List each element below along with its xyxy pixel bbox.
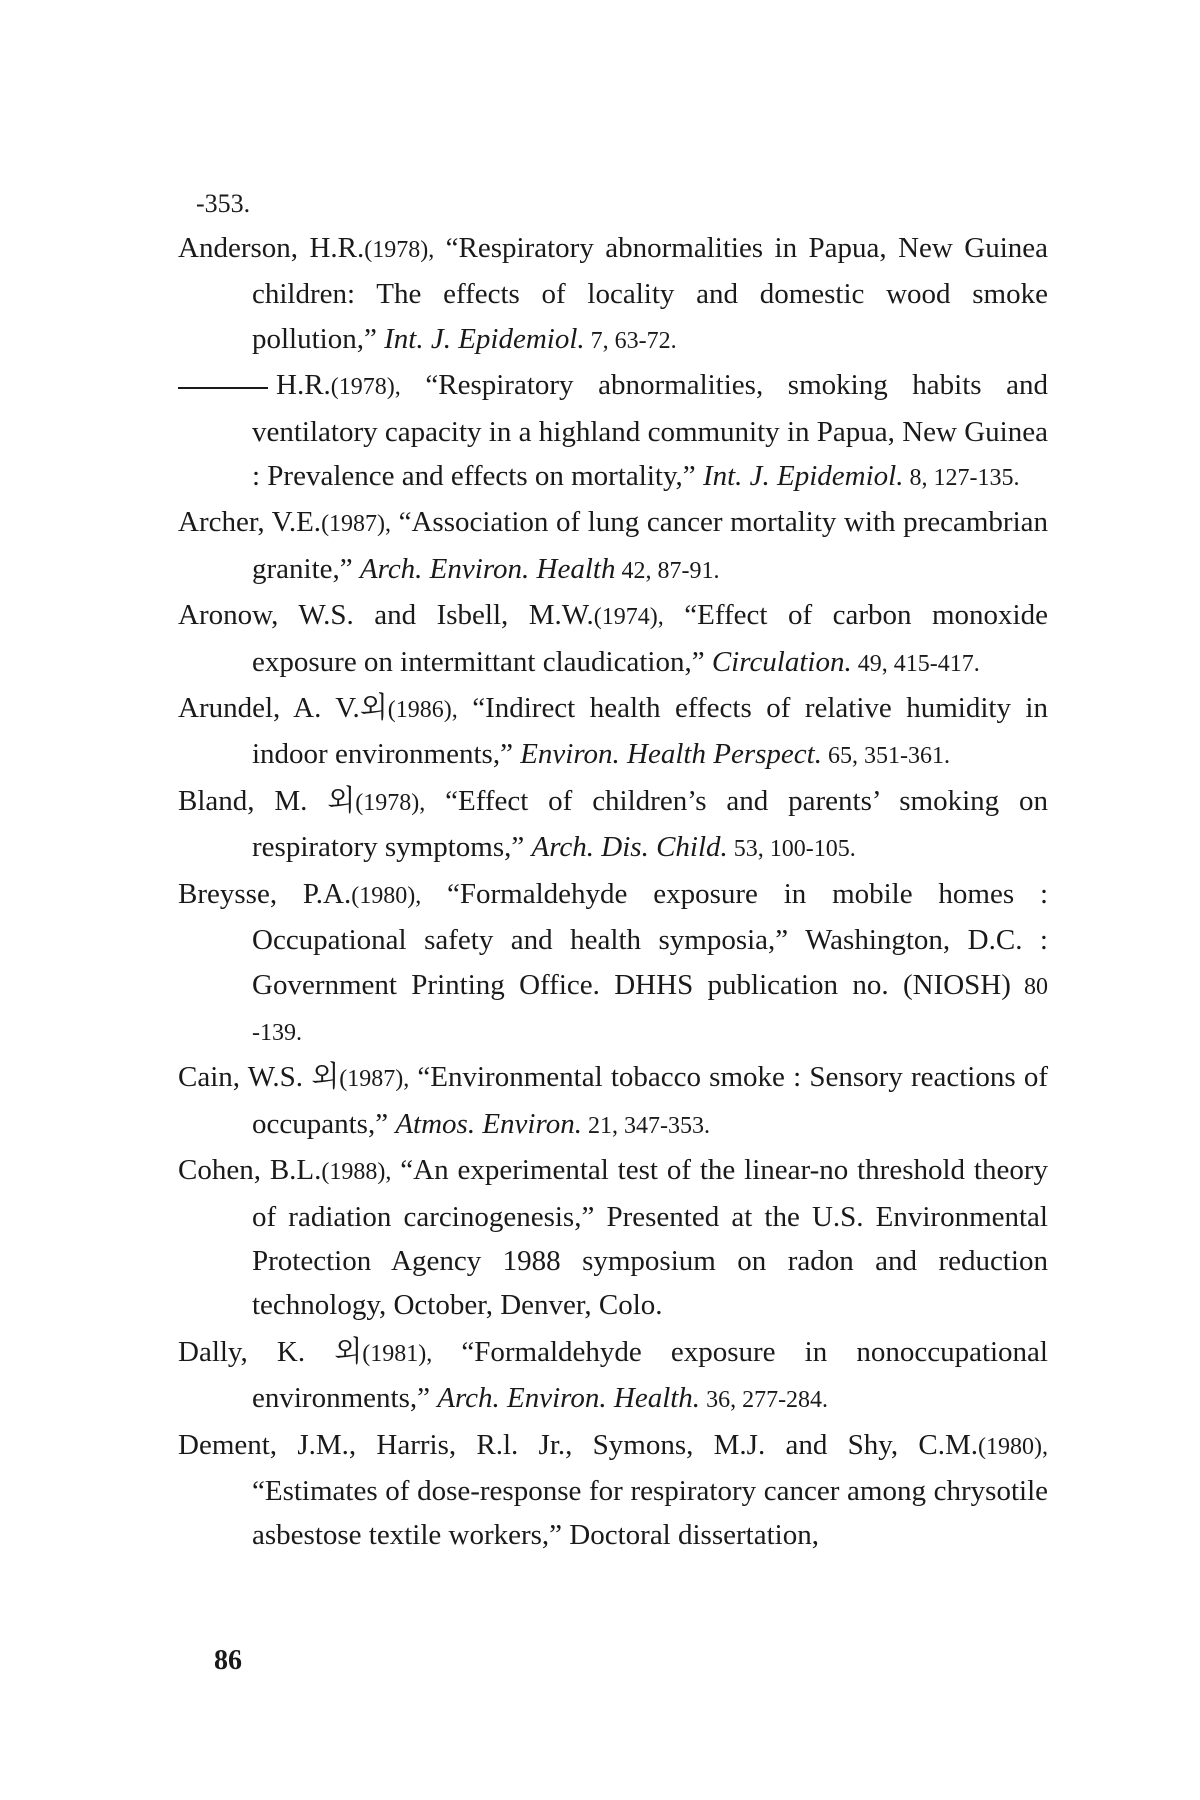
reference-entry bbox=[178, 363, 1048, 500]
reference-pages: 7, 63-72. bbox=[584, 327, 677, 354]
reference-authors: Dement, J.M., Harris, R.l. Jr., Symons, M.J. and Shy, C.M. bbox=[178, 1428, 979, 1461]
reference-title: “Association of lung cancer mortality with precambrian granite,” bbox=[252, 506, 1048, 585]
reference-journal: Circulation. bbox=[711, 645, 852, 678]
reference-year: (1988), bbox=[321, 1159, 392, 1186]
reference-authors: Archer, V.E. bbox=[178, 506, 322, 539]
reference-title: “Effect of carbon monoxide exposure on intermittant claudication,” bbox=[252, 599, 1048, 678]
reference-year: (1978), bbox=[364, 237, 435, 263]
reference-year: (1978), bbox=[330, 374, 401, 401]
reference-title: “Effect of children’s and parents’ smoking on respiratory symptoms,” bbox=[252, 784, 1048, 864]
reference-journal: Arch. Environ. Health bbox=[359, 552, 616, 585]
reference-title: “An experimental test of the linear-no threshold theory of radiation carcinogenesis,” Presented at the U.S. Environmental Protection Agency 1988 symposium on radon and reduction technology, October, Denver, Colo. bbox=[252, 1154, 1048, 1322]
reference-title: “Estimates of dose-response for respiratory cancer among chrysotile asbestose textile workers,” Doctoral dissertation, bbox=[252, 1474, 1048, 1552]
reference-entry bbox=[178, 1423, 1048, 1560]
reference-entry bbox=[178, 779, 1048, 872]
reference-pages: 80 -139. bbox=[252, 973, 1049, 1046]
reference-entry bbox=[178, 1148, 1048, 1330]
reference-authors: Dally, K. 외 bbox=[178, 1335, 363, 1368]
reference-authors: Cohen, B.L. bbox=[178, 1154, 322, 1187]
continued-fragment: -353. bbox=[196, 189, 251, 218]
reference-authors: Breysse, P.A. bbox=[178, 877, 352, 910]
reference-pages: 8, 127-135. bbox=[903, 465, 1020, 492]
reference-pages: 36, 277-284. bbox=[700, 1387, 829, 1414]
page-number: 86 bbox=[214, 1645, 242, 1676]
reference-entry bbox=[178, 872, 1048, 1056]
reference-title: “Formaldehyde exposure in mobile homes : Occupational safety and health symposia,” Washington, D.C. : Government Printing Office. DHHS publication no. (NIOSH) bbox=[252, 877, 1048, 1001]
reference-year: (1980), bbox=[351, 882, 422, 909]
reference-pages: 21, 347-353. bbox=[581, 1112, 710, 1139]
reference-journal: Int. J. Epidemiol. bbox=[702, 460, 904, 493]
reference-authors: Anderson, H.R. bbox=[178, 232, 365, 264]
reference-title: “Respiratory abnormalities, smoking habits and ventilatory capacity in a highland community in Papua, New Guinea : Prevalence and effects on mortality,” bbox=[252, 369, 1048, 493]
reference-pages: 49, 415-417. bbox=[851, 650, 980, 677]
reference-pages: 42, 87-91. bbox=[615, 557, 720, 584]
reference-journal: Arch. Environ. Health. bbox=[437, 1382, 701, 1415]
reference-year: (1987), bbox=[321, 511, 392, 538]
reference-year: (1980), bbox=[978, 1433, 1048, 1460]
reference-entry bbox=[178, 686, 1048, 779]
reference-title: “Indirect health effects of relative humidity in indoor environments,” bbox=[252, 692, 1048, 771]
reference-list bbox=[178, 182, 1048, 1560]
repeated-author-dash bbox=[178, 387, 268, 389]
reference-authors: Arundel, A. V.외 bbox=[178, 692, 388, 725]
reference-year: (1978), bbox=[355, 789, 426, 816]
reference-entry bbox=[178, 1055, 1048, 1148]
reference-title: “Formaldehyde exposure in nonoccupational environments,” bbox=[252, 1335, 1048, 1415]
reference-title: “Environmental tobacco smoke : Sensory reactions of occupants,” bbox=[252, 1061, 1048, 1140]
reference-pages: 53, 100-105. bbox=[727, 836, 856, 863]
reference-entry bbox=[178, 1330, 1048, 1423]
reference-year: (1981), bbox=[362, 1340, 433, 1367]
reference-year: (1986), bbox=[387, 697, 458, 724]
reference-authors: H.R. bbox=[276, 369, 331, 402]
reference-year: (1987), bbox=[339, 1066, 410, 1093]
reference-journal: Int. J. Epidemiol. bbox=[384, 322, 585, 355]
reference-pages: 65, 351-361. bbox=[821, 743, 950, 770]
reference-journal: Atmos. Environ. bbox=[395, 1107, 582, 1140]
reference-journal: Arch. Dis. Child. bbox=[531, 831, 728, 864]
reference-authors: Aronow, W.S. and Isbell, M.W. bbox=[178, 599, 594, 632]
reference-entry bbox=[178, 593, 1048, 686]
reference-authors: Bland, M. 외 bbox=[178, 784, 356, 817]
reference-authors: Cain, W.S. 외 bbox=[178, 1061, 340, 1094]
reference-entry bbox=[178, 500, 1048, 593]
reference-entry bbox=[178, 226, 1048, 363]
reference-title: “Respiratory abnormalities in Papua, New Guinea children: The effects of locality and domestic wood smoke pollution,” bbox=[252, 232, 1048, 355]
reference-journal: Environ. Health Perspect. bbox=[520, 738, 822, 771]
reference-year: (1974), bbox=[593, 604, 664, 631]
